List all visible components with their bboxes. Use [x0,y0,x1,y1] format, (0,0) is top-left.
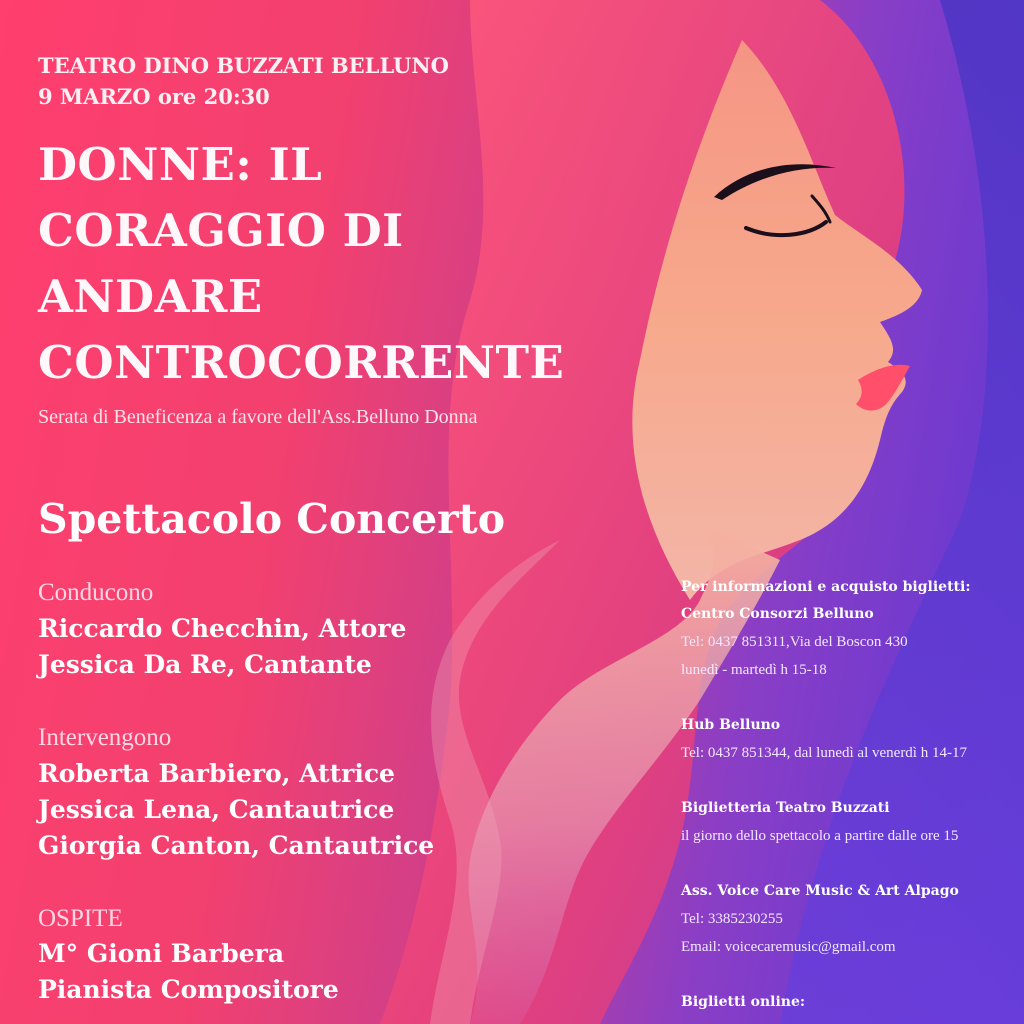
hosts-list [38,611,406,683]
title-line: CONTROCORRENTE [38,336,565,389]
online-tickets-label: Biglietti online: [681,994,806,1010]
guest-name: M° Gioni Barbera [38,939,285,968]
ticket-point-name: Centro Consorzi Belluno [681,606,874,622]
event-title [38,132,564,396]
guest-list [38,936,339,1008]
ticket-info-panel [681,574,1011,1016]
ticket-info-heading: Per informazioni e acquisto biglietti: [681,579,971,595]
title-line: DONNE: IL [38,138,323,191]
hosts-label: Conducono [38,579,154,606]
participant-name: Giorgia Canton, Cantautrice [38,831,435,860]
participants-list [38,756,434,864]
participant-name: Roberta Barbiero, Attrice [38,759,395,788]
venue-text: TEATRO DINO BUZZATI BELLUNO [38,53,449,78]
ticket-point-detail: il giorno dello spettacolo a partire dalle ore 15 [681,828,959,844]
ticket-point-name: Hub Belluno [681,717,781,733]
title-line: CORAGGIO DI [38,204,404,257]
guest-label: OSPITE [38,905,123,932]
ticket-point-detail: Tel: 0437 851311,Via del Boscon 430 [681,634,908,650]
email-text: Email: voicecaremusic@gmail.com [681,939,896,955]
host-name: Jessica Da Re, Cantante [38,650,372,679]
participant-name: Jessica Lena, Cantautrice [38,795,395,824]
participants-label: Intervengono [38,724,172,751]
show-type-heading: Spettacolo Concerto [38,495,506,543]
date-time-text: 9 MARZO ore 20:30 [38,84,270,109]
event-header [38,50,449,112]
ticket-point-name: Ass. Voice Care Music & Art Alpago [681,883,959,899]
ticket-point-detail: lunedì - martedì h 15-18 [681,662,827,678]
phone-text: Tel: 3385230255 [681,911,783,927]
host-name: Riccardo Checchin, Attore [38,614,407,643]
ticket-point-name: Biglietteria Teatro Buzzati [681,800,890,816]
guest-role: Pianista Compositore [38,975,339,1004]
title-line: ANDARE [38,270,263,323]
ticket-point-detail: Tel: 0437 851344, dal lunedì al venerdì h 14-17 [681,745,967,761]
event-subtitle: Serata di Beneficenza a favore dell'Ass.Belluno Donna [38,406,478,428]
